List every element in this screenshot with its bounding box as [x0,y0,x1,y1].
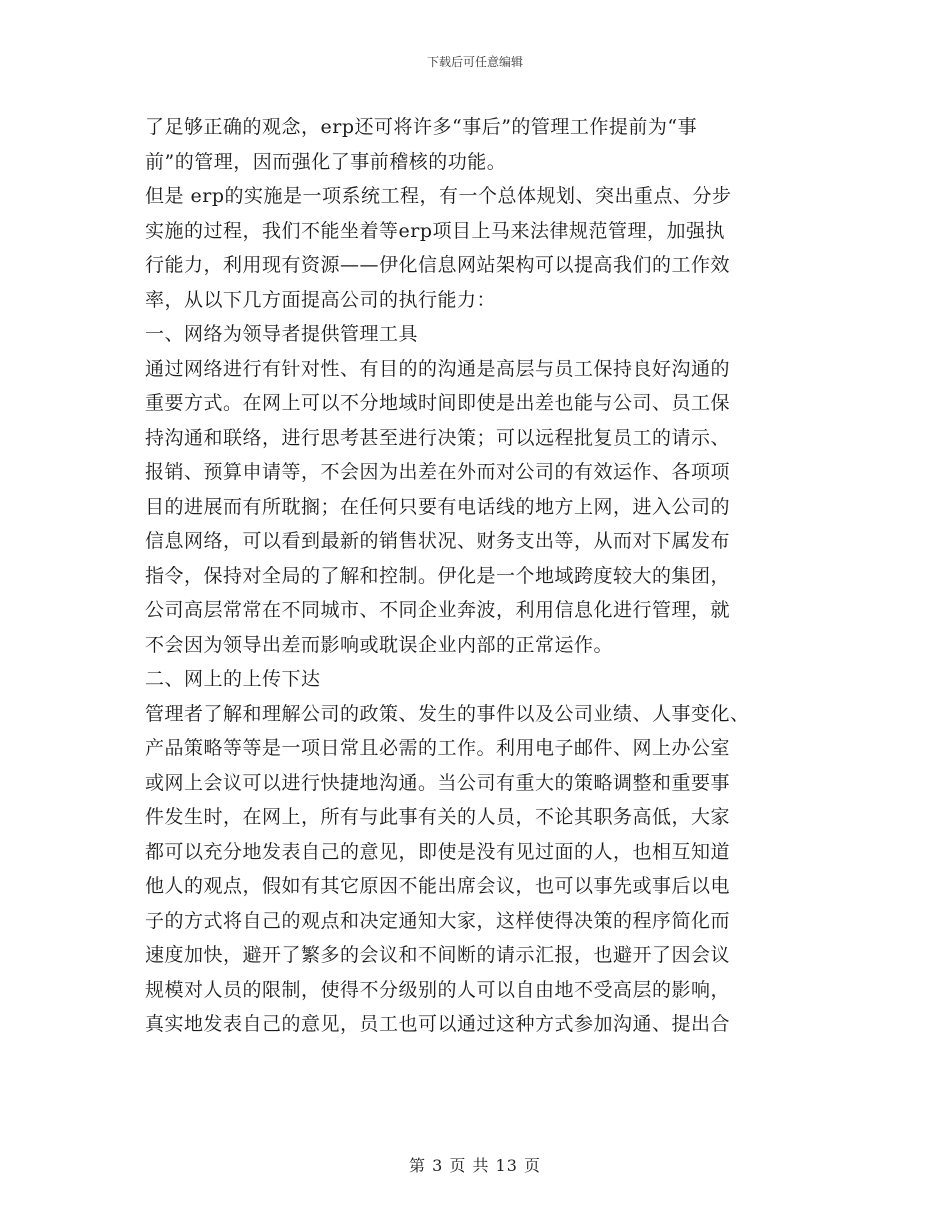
body-line: 规模对人员的限制，使得不分级别的人可以自由地不受高层的影响， [145,978,731,1001]
body-line: 但是 erp的实施是一项系统工程，有一个总体规划、突出重点、分步 [145,185,732,207]
body-line: 信息网络，可以看到最新的销售状况、财务支出等，从而对下属发布 [145,530,731,552]
body-line: 子的方式将自己的观点和决定通知大家，这样使得决策的程序简化而 [145,909,731,932]
body-line: 报销、预算申请等，不会因为出差在外而对公司的有效运作、各项项 [145,461,731,483]
body-line: 率，从以下几方面提高公司的执行能力： [145,288,497,311]
body-line: 重要方式。在网上可以不分地域时间即使是出差也能与公司、员工保 [145,392,731,414]
page-number-footer: 第 3 页 共 13 页 [409,1156,541,1175]
body-line: 件发生时，在网上，所有与此事有关的人员，不论其职务高低，大家 [145,806,731,828]
body-line: 持沟通和联络，进行思考甚至进行决策；可以远程批复员工的请示、 [145,426,731,449]
body-line: 都可以充分地发表自己的意见，即使是没有见过面的人，也相互知道 [145,840,731,863]
document-body [145,110,815,1042]
body-line: 管理者了解和理解公司的政策、发生的事件以及公司业绩、人事变化、 [145,702,750,725]
body-line: 他人的观点，假如有其它原因不能出席会议，也可以事先或事后以电 [145,875,731,897]
section-heading: 二、网上的上传下达 [145,668,321,690]
body-line: 速度加快，避开了繁多的会议和不间断的请示汇报，也避开了因会议 [145,944,731,966]
body-line: 行能力，利用现有资源——伊化信息网站架构可以提高我们的工作效 [145,254,731,276]
body-line: 目的进展而有所耽搁；在任何只要有电话线的地方上网，进入公司的 [145,495,731,518]
body-line: 或网上会议可以进行快捷地沟通。当公司有重大的策略调整和重要事 [145,771,731,794]
section-heading: 一、网络为领导者提供管理工具 [145,323,419,345]
body-line: 产品策略等等是一项日常且必需的工作。利用电子邮件、网上办公室 [145,737,731,759]
body-line: 指令，保持对全局的了解和控制。伊化是一个地域跨度较大的集团， [145,564,731,587]
body-line: 实施的过程，我们不能坐着等erp项目上马来法律规范管理，加强执 [145,219,725,242]
body-line: 了足够正确的观念，erp还可将许多“事后”的管理工作提前为“事 [145,116,698,138]
body-line: 公司高层常常在不同城市、不同企业奔波，利用信息化进行管理，就 [145,599,731,621]
body-line: 不会因为领导出差而影响或耽误企业内部的正常运作。 [145,633,614,656]
body-line: 通过网络进行有针对性、有目的的沟通是高层与员工保持良好沟通的 [145,357,731,380]
body-line: 前”的管理，因而强化了事前稽核的功能。 [145,150,507,173]
page-header: 下载后可任意编辑 [426,55,523,69]
body-line: 真实地发表自己的意见，员工也可以通过这种方式参加沟通、提出合 [145,1013,731,1035]
